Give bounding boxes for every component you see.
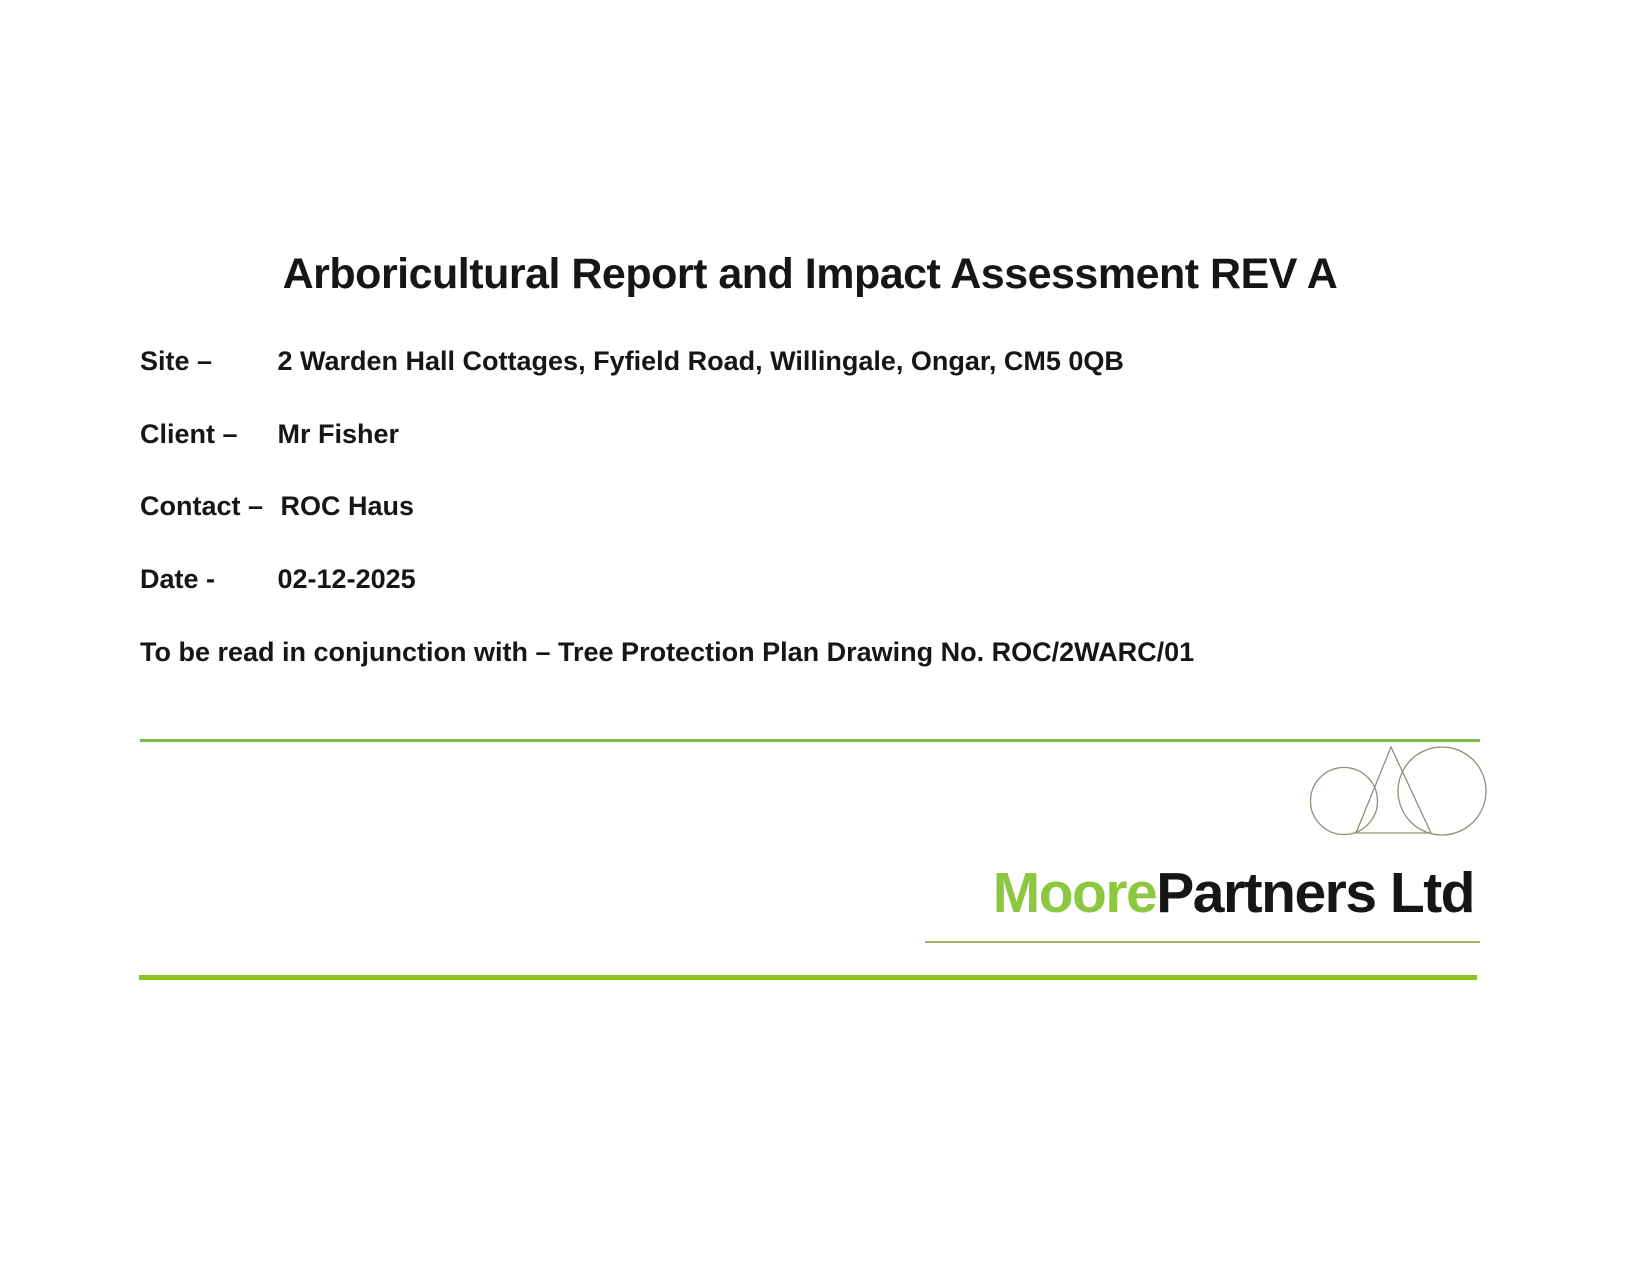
client-value: Mr Fisher (277, 419, 400, 449)
moore-partners-wordmark (992, 861, 1474, 925)
page-title: Arboricultural Report and Impact Assessment REV A (282, 250, 1338, 298)
date-value: 02-12-2025 (277, 564, 416, 594)
moore-partners-logo-icon (1303, 743, 1493, 840)
logo-underline-rule (925, 941, 1480, 943)
detail-row-client (140, 419, 1340, 450)
contact-label: Contact – (140, 491, 264, 521)
conjunction-note: To be read in conjunction with – Tree Protection Plan Drawing No. ROC/2WARC/01 (140, 637, 1195, 667)
detail-row-contact (140, 491, 1340, 522)
top-divider-rule (140, 739, 1480, 742)
wordmark-partners-ltd: Partners Ltd (1156, 861, 1474, 925)
date-label: Date - (140, 564, 216, 594)
wordmark-moore: Moore (992, 861, 1157, 925)
detail-row-date (140, 564, 1340, 595)
contact-value: ROC Haus (280, 491, 415, 521)
site-value: 2 Warden Hall Cottages, Fyfield Road, Willingale, Ongar, CM5 0QB (277, 346, 1124, 376)
site-label: Site – (140, 346, 213, 376)
detail-row-site (140, 346, 1340, 377)
client-label: Client – (140, 419, 238, 449)
bottom-divider-rule (139, 975, 1477, 980)
